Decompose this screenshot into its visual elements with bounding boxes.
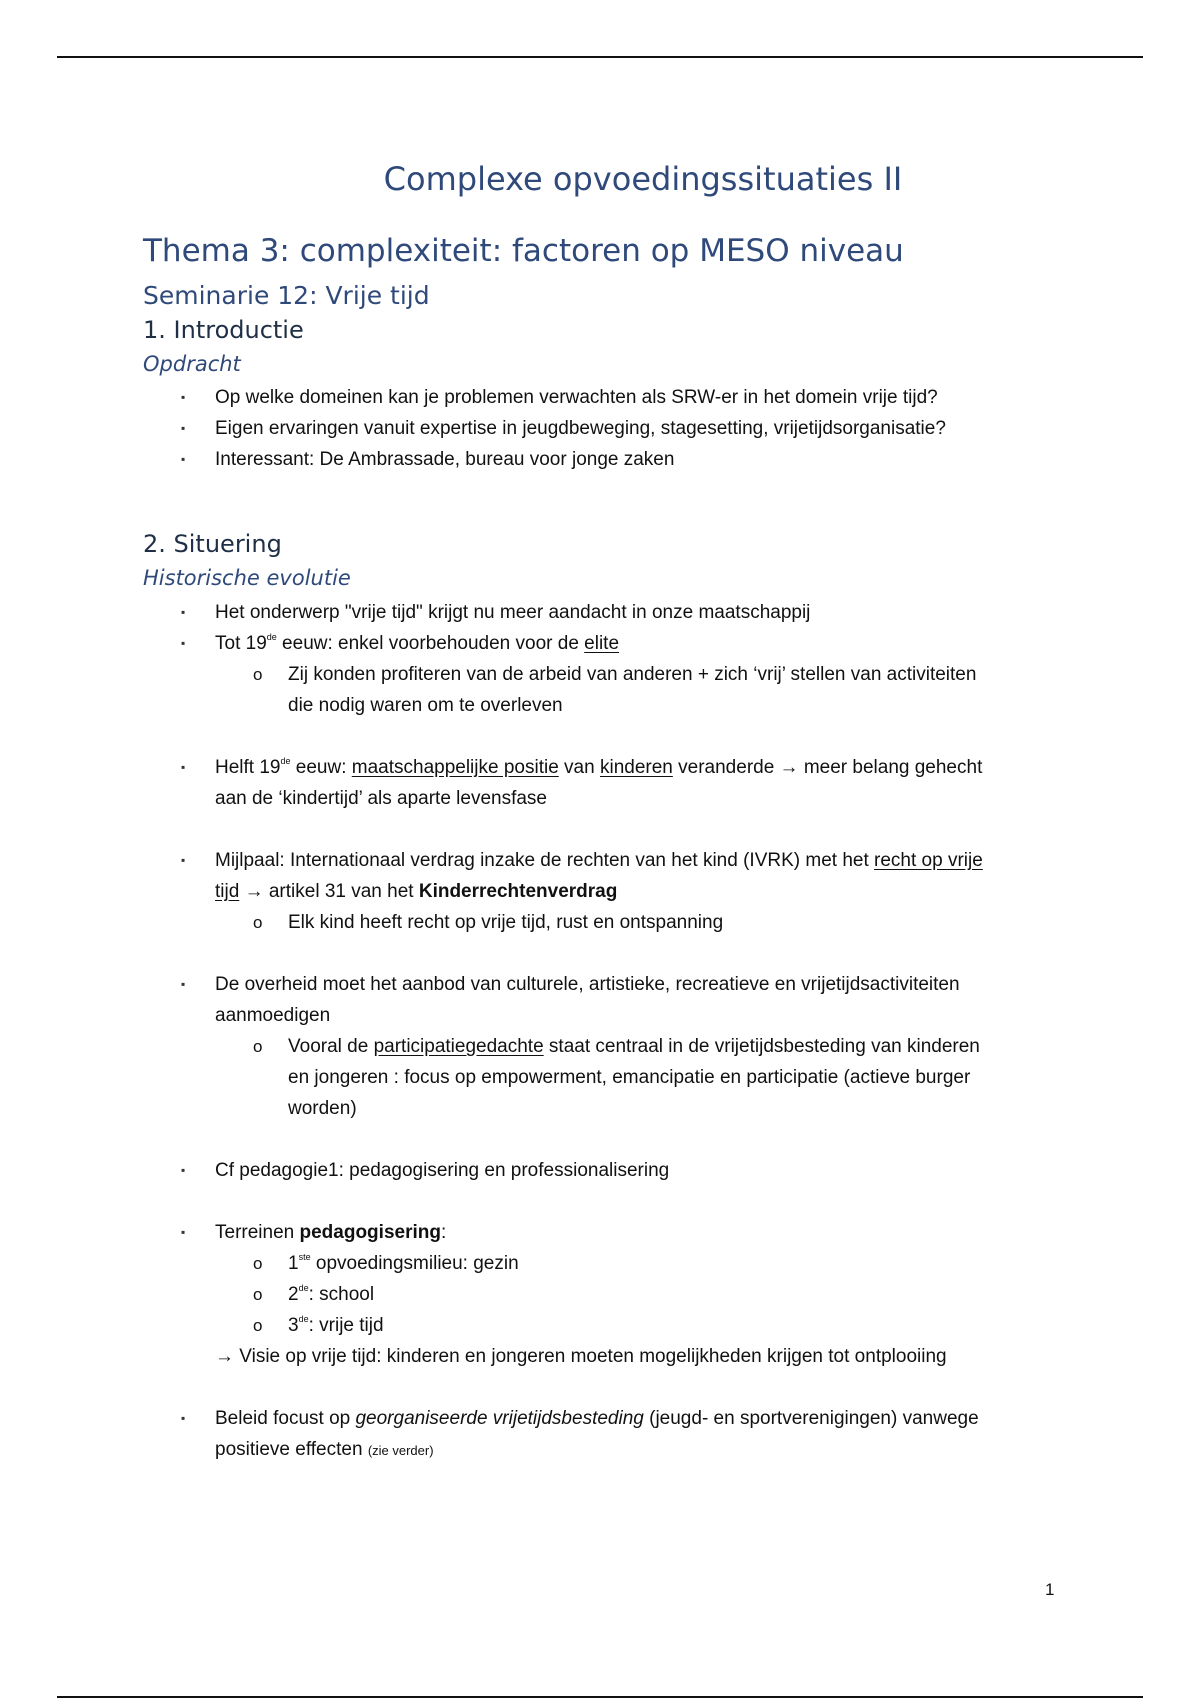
list-item: ▪ Terreinen pedagogisering: <box>143 1217 1063 1248</box>
list-item: ▪ Tot 19de eeuw: enkel voorbehouden voor de elite <box>143 628 1063 659</box>
circle-bullet-icon: o <box>253 665 263 684</box>
bullet-icon: ▪ <box>181 452 186 466</box>
bullet-icon: ▪ <box>181 853 186 867</box>
bullet-icon: ▪ <box>181 605 186 619</box>
theme-heading: Thema 3: complexiteit: factoren op MESO niveau <box>143 233 904 269</box>
list-item: ▪ Interessant: De Ambrassade, bureau voor jonge zaken <box>143 444 1063 475</box>
list-item: ▪ Helft 19de eeuw: maatschappelijke positie van kinderen veranderde → meer belang gehecht aan de ‘kindertijd’ als aparte levensfase <box>143 752 1063 814</box>
list-item: ▪ De overheid moet het aanbod van culturele, artistieke, recreatieve en vrijetijdsactiviteiten aanmoedigen <box>143 969 1063 1031</box>
subheading-opdracht: Opdracht <box>143 352 241 376</box>
sub-list-item: o 1ste opvoedingsmilieu: gezin <box>143 1248 1063 1279</box>
bullet-icon: ▪ <box>181 1411 186 1425</box>
sub-list-item: o 3de: vrije tijd <box>143 1310 1063 1341</box>
circle-bullet-icon: o <box>253 1037 263 1056</box>
list-item: ▪ Het onderwerp "vrije tijd" krijgt nu meer aandacht in onze maatschappij <box>143 597 1063 628</box>
list-item: ▪ Eigen ervaringen vanuit expertise in jeugdbeweging, stagesetting, vrijetijdsorganisatie? <box>143 413 1063 444</box>
bullet-icon: ▪ <box>181 760 186 774</box>
circle-bullet-icon: o <box>253 1254 263 1273</box>
continuation-line: → Visie op vrije tijd: kinderen en jongeren moeten mogelijkheden krijgen tot ontplooiing <box>215 1346 947 1367</box>
bullet-icon: ▪ <box>181 421 186 435</box>
circle-bullet-icon: o <box>253 1285 263 1304</box>
bullet-icon: ▪ <box>181 977 186 991</box>
page-number: 1 <box>1045 1580 1055 1599</box>
situering-bullet-list <box>143 597 1063 1466</box>
document-title: Complexe opvoedingssituaties II <box>383 160 903 198</box>
sub-list-item: o 2de: school <box>143 1279 1063 1310</box>
bullet-icon: ▪ <box>181 1225 186 1239</box>
intro-bullet-list <box>143 382 1063 475</box>
list-item: ▪ Beleid focust op georganiseerde vrijetijdsbesteding (jeugd- en sportverenigingen) vanwege positieve effecten (zie verder) <box>143 1403 1063 1466</box>
circle-bullet-icon: o <box>253 913 263 932</box>
section-heading-situering: 2. Situering <box>143 530 282 558</box>
sub-list-item: o Vooral de participatiegedachte staat centraal in de vrijetijdsbesteding van kinderen en jongeren : focus op empowerment, emancipatie en participatie (actieve burger worden) <box>143 1031 1063 1124</box>
list-item: ▪ Cf pedagogie1: pedagogisering en professionalisering <box>143 1155 1063 1186</box>
circle-bullet-icon: o <box>253 1316 263 1335</box>
bullet-icon: ▪ <box>181 636 186 650</box>
sub-list-item: o Elk kind heeft recht op vrije tijd, rust en ontspanning <box>143 907 1063 938</box>
seminar-heading: Seminarie 12: Vrije tijd <box>143 281 430 310</box>
section-heading-intro: 1. Introductie <box>143 316 304 344</box>
subheading-historische-evolutie: Historische evolutie <box>143 566 351 590</box>
list-item: ▪ Op welke domeinen kan je problemen verwachten als SRW-er in het domein vrije tijd? <box>143 382 1063 413</box>
header-rule <box>57 56 1143 58</box>
bullet-icon: ▪ <box>181 390 186 404</box>
sub-list-item: o Zij konden profiteren van de arbeid van anderen + zich ‘vrij’ stellen van activiteiten die nodig waren om te overleven <box>143 659 1063 721</box>
footer-rule <box>57 1696 1143 1698</box>
bullet-icon: ▪ <box>181 1163 186 1177</box>
list-item: ▪ Mijlpaal: Internationaal verdrag inzake de rechten van het kind (IVRK) met het recht op vrije tijd → artikel 31 van het Kinderrechtenverdrag <box>143 845 1063 907</box>
